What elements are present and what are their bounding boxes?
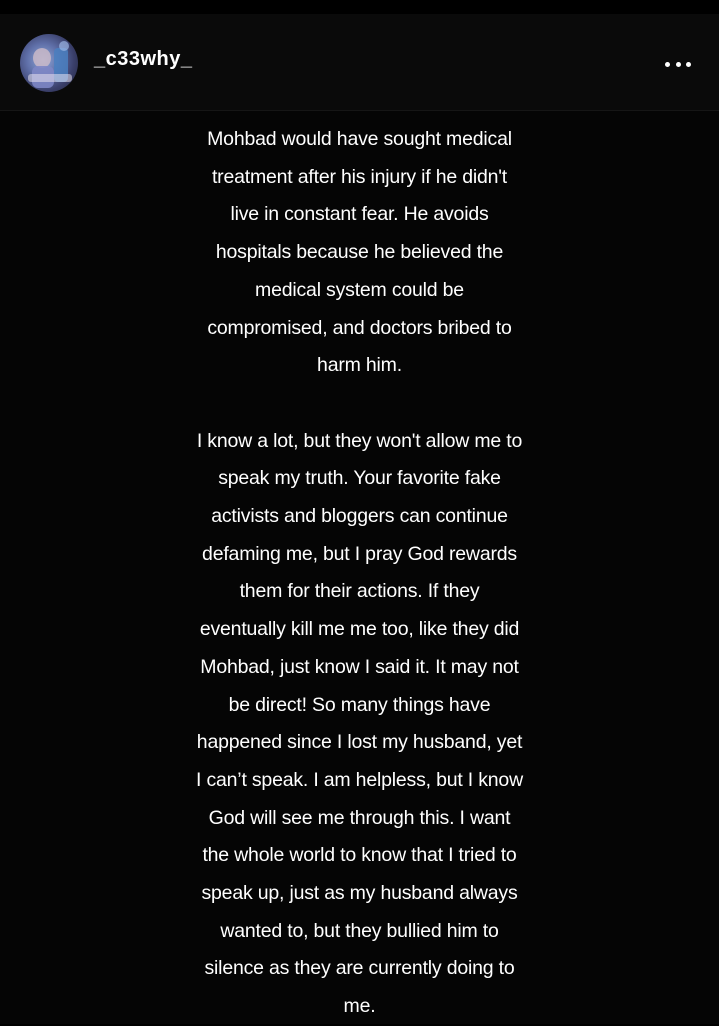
dot (665, 62, 670, 67)
story-content (0, 111, 719, 1024)
profile-avatar-icon (20, 34, 78, 92)
story-text (150, 121, 569, 1026)
more-horizontal-icon[interactable] (665, 54, 691, 74)
top-strip (0, 0, 719, 14)
story-paragraph: Mohbad would have sought medical treatment after his injury if he didn't live in constant fear. He avoids hospitals because he believed the medical system could be compromised, and doctors bribed to harm him. (207, 128, 512, 377)
username[interactable]: _c33why_ (94, 48, 193, 70)
dot (676, 62, 681, 67)
avatar[interactable] (20, 34, 78, 92)
dot (686, 62, 691, 67)
story-header (0, 14, 719, 111)
story-paragraph: I know a lot, but they won't allow me to speak my truth. Your favorite fake activists and bloggers can continue defaming me, but I pray God rewards them for their actions. If they eventually kill me me too, like they did Mohbad, just know I said it. It may not be direct! So many things have happened since I lost my husband, yet I can’t speak. I am helpless, but I know God will see me through this. I want the whole world to know that I tried to speak up, just as my husband always wanted to, but they bullied him to silence as they are currently doing to me. (196, 429, 523, 1018)
